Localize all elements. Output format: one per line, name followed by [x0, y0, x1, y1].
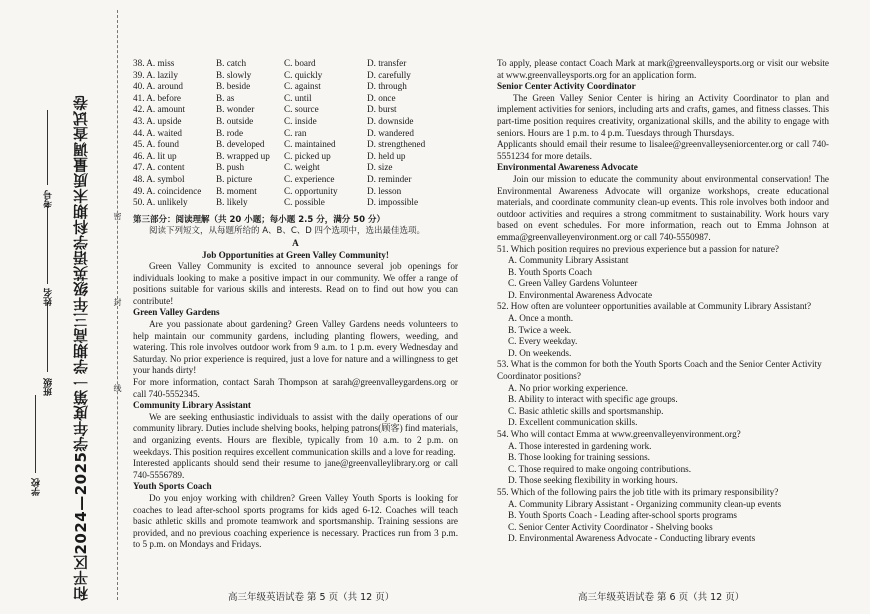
answer-option: D. Environmental Awareness Advocate - Conducting library events — [508, 533, 756, 544]
option-49-b: B. moment — [216, 185, 257, 196]
right-page — [497, 58, 829, 545]
intro-paragraph: Green Valley Community is excited to announce several job openings for individuals looking to make a positive impact in our community. We offer a range of positions suitable for various skills and interests. Read on to find out how you can contribute! — [133, 261, 458, 306]
question-52 — [497, 301, 829, 359]
option-39-a: 39. A. lazily — [133, 69, 178, 80]
option-44-d: D. wandered — [367, 127, 414, 138]
option-44-c: C. ran — [284, 127, 307, 138]
library-heading: Community Library Assistant — [133, 400, 251, 411]
option-41-c: C. until — [284, 92, 312, 103]
seal-line — [117, 10, 118, 600]
question-53 — [497, 359, 829, 429]
library-paragraph: We are seeking enthusiastic individuals to assist with the daily operations of our community library. Duties include shelving books, helping patrons(顾客) find materials, and organizing events. Hours are flexible, typically from 10 a.m. to 2 p.m. on weekdays. This position requires excellent communication skills and a love for reading. — [133, 411, 458, 457]
option-41-a: 41. A. before — [133, 92, 181, 103]
option-40-c: C. against — [284, 81, 321, 92]
binding-margin — [0, 0, 122, 614]
option-38-c: C. board — [284, 58, 316, 68]
option-49-a: 49. A. coincidence — [133, 185, 202, 196]
question-54 — [497, 429, 829, 487]
option-46-b: B. wrapped up — [216, 150, 270, 161]
option-50-a: 50. A. unlikely — [133, 197, 188, 208]
answer-option: D. On weekends. — [508, 347, 572, 358]
option-45-d: D. strengthened — [367, 139, 426, 150]
question-stem: 52. How often are volunteer opportunities available at Community Library Assistant? — [497, 301, 812, 312]
answer-option: B. Youth Sports Coach — [508, 266, 592, 277]
class-label: 班级 — [44, 378, 54, 396]
option-40-b: B. beside — [216, 81, 251, 92]
page-footer-right: 高三年级英语试卷 第 6 页（共 12 页） — [578, 592, 745, 603]
option-49-c: C. opportunity — [284, 185, 338, 196]
cloze-options — [133, 58, 458, 209]
senior-heading: Senior Center Activity Coordinator — [497, 81, 636, 92]
answer-option: A. Community Library Assistant — [508, 255, 629, 266]
passage-title: Job Opportunities at Green Valley Community! — [202, 249, 389, 260]
option-47-b: B. push — [216, 162, 245, 173]
option-45-a: 45. A. found — [133, 139, 179, 150]
question-stem: 55. Which of the following pairs the job title with its primary responsibility? — [497, 486, 779, 497]
env-heading: Environmental Awareness Advocate — [497, 162, 638, 173]
exam-title: 和平区2024—2025学年度第一学期高三年级英语学科期末质量调查试卷 — [72, 95, 90, 601]
option-44-b: B. rode — [216, 127, 244, 138]
sports-heading: Youth Sports Coach — [133, 481, 212, 492]
option-42-c: C. source — [284, 104, 319, 115]
seal-mark-xian: 线 — [113, 384, 122, 392]
option-47-d: D. size — [367, 162, 393, 173]
option-45-b: B. developed — [216, 139, 265, 150]
answer-option: C. Those required to make ongoing contributions. — [508, 463, 692, 474]
option-50-d: D. impossible — [367, 197, 419, 208]
option-43-c: C. inside — [284, 115, 317, 126]
gardens-contact: For more information, contact Sarah Thompson at sarah@greenvalleygardens.org or call 740-5552345. — [133, 377, 458, 399]
answer-option: C. Green Valley Gardens Volunteer — [508, 278, 638, 289]
gardens-paragraph: Are you passionate about gardening? Green Valley Gardens needs volunteers to help maintain our community gardens, including planting flowers, weeding, and watering. This role involves outdoor work from 9 a.m. to 1 p.m. every Wednesday and Saturday. No prior experience is required, just a love for nature and a willingness to get your hands dirty! — [133, 319, 458, 376]
option-48-c: C. experience — [284, 173, 335, 184]
option-43-b: B. outside — [216, 115, 254, 126]
gardens-heading: Green Valley Gardens — [133, 307, 220, 318]
option-46-d: D. held up — [367, 150, 406, 161]
option-43-d: D. downside — [367, 115, 414, 126]
exam-number-label: 考号 — [44, 190, 54, 208]
answer-option: C. Every weekday. — [508, 336, 578, 347]
question-stem: 54. Who will contact Emma at www.greenvalleyenvironment.org? — [497, 429, 741, 439]
option-42-a: 42. A. amount — [133, 104, 186, 115]
option-47-c: C. weight — [284, 162, 320, 173]
option-49-d: D. lesson — [367, 185, 402, 196]
part-instruction: 阅读下列短文，从每题所给的 A、B、C、D 四个选项中，选出最佳选项。 — [149, 226, 426, 237]
answer-option: A. No prior working experience. — [508, 382, 628, 393]
option-48-a: 48. A. symbol — [133, 173, 185, 184]
part-heading: 第三部分：阅读理解（共 20 小题；每小题 2.5 分，满分 50 分） — [133, 214, 385, 225]
option-42-b: B. wonder — [216, 104, 255, 115]
option-47-a: 47. A. content — [133, 162, 185, 173]
answer-option: A. Once a month. — [508, 313, 574, 324]
library-contact: Interested applicants should send their resume to jane@greenvalleylibrary.org or call 740-5556789. — [133, 458, 458, 480]
answer-option: D. Environmental Awareness Advocate — [508, 289, 653, 300]
env-paragraph: Join our mission to educate the community about environmental conservation! The Environmental Awareness Advocate will organize workshops, create educational materials, and coordinate community clean-up events. This role involves both indoor and outdoor activities and requires a strong commitment to sustainability. Work hours vary based on event schedules. For more information, reach out to Emma Johnson at emma@greenvalleyenvironment.org or call 740-5550987. — [497, 173, 829, 242]
school-label: 学校 — [32, 478, 42, 496]
senior-paragraph: The Green Valley Senior Center is hiring an Activity Coordinator to plan and implement activities for seniors, including arts and crafts, games, and fitness classes. This part-time position requires creativity, organizational skills, and the ability to engage with seniors. Hours are 1 p.m. to 4 p.m. Tuesdays through Thursdays. — [497, 92, 829, 138]
question-55 — [497, 487, 829, 545]
question-stem: 53. What is the common for both the Youth Sports Coach and the Senior Center Activity Coordinator positions? — [497, 359, 822, 382]
option-39-d: D. carefully — [367, 69, 411, 80]
passage-letter: A — [292, 237, 299, 248]
option-43-a: 43. A. upside — [133, 115, 182, 126]
name-blank — [47, 206, 48, 284]
option-42-d: D. burst — [367, 104, 397, 115]
seal-mark-mi: 密 — [113, 212, 122, 220]
option-46-a: 46. A. lit up — [133, 150, 177, 161]
question-51 — [497, 244, 829, 302]
answer-option: B. Twice a week. — [508, 324, 572, 335]
option-38-d: D. transfer — [367, 58, 407, 68]
option-40-d: D. through — [367, 81, 407, 92]
answer-option: B. Those looking for training sessions. — [508, 452, 650, 463]
sports-contact: To apply, please contact Coach Mark at mark@greenvalleysports.org or visit our website at www.greenvalleysports.org for an application form. — [497, 58, 829, 80]
answer-option: D. Excellent communication skills. — [508, 417, 638, 428]
name-label: 姓名 — [44, 288, 54, 306]
option-48-d: D. reminder — [367, 173, 412, 184]
option-45-c: C. maintained — [284, 139, 336, 150]
left-page — [133, 58, 458, 551]
option-41-d: D. once — [367, 92, 396, 103]
answer-option: B. Ability to interact with specific age groups. — [508, 394, 678, 405]
option-38-b: B. catch — [216, 58, 247, 68]
option-48-b: B. picture — [216, 173, 253, 184]
answer-option: A. Those interested in gardening work. — [508, 440, 652, 451]
option-39-c: C. quickly — [284, 69, 323, 80]
sports-paragraph: Do you enjoy working with children? Green Valley Youth Sports is looking for coaches to lead after-school sports programs for kids aged 6-12. Coaches will teach basic athletic skills and promote teamwork and sportsmanship. Training sessions are provided, and no previous coaching experience is necessary. Practices run from 3 p.m. to 5 p.m. on Mondays and Fridays. — [133, 492, 458, 550]
school-blank — [35, 395, 36, 473]
option-50-b: B. likely — [216, 197, 248, 208]
seal-mark-feng: 封 — [113, 298, 122, 306]
option-50-c: C. possible — [284, 197, 325, 208]
option-39-b: B. slowly — [216, 69, 252, 80]
option-46-c: C. picked up — [284, 150, 331, 161]
class-blank — [47, 302, 48, 372]
option-38-a: 38. A. miss — [133, 58, 175, 68]
answer-option: C. Senior Center Activity Coordinator - Shelving books — [508, 521, 713, 532]
answer-option: B. Youth Sports Coach - Leading after-school sports programs — [508, 510, 737, 521]
page-footer-left: 高三年级英语试卷 第 5 页（共 12 页） — [228, 592, 395, 603]
exam-number-blank — [47, 110, 48, 185]
option-41-b: B. as — [216, 92, 235, 103]
option-40-a: 40. A. around — [133, 81, 184, 92]
question-stem: 51. Which position requires no previous experience but a passion for nature? — [497, 243, 780, 254]
answer-option: C. Basic athletic skills and sportsmanship. — [508, 405, 664, 416]
option-44-a: 44. A. waited — [133, 127, 182, 138]
answer-option: D. Those seeking flexibility in working hours. — [508, 475, 678, 486]
senior-contact: Applicants should email their resume to lisalee@greenvalleyseniorcenter.org or call 740-5551234 for more details. — [497, 139, 829, 161]
answer-option: A. Community Library Assistant - Organizing community clean-up events — [508, 498, 782, 509]
